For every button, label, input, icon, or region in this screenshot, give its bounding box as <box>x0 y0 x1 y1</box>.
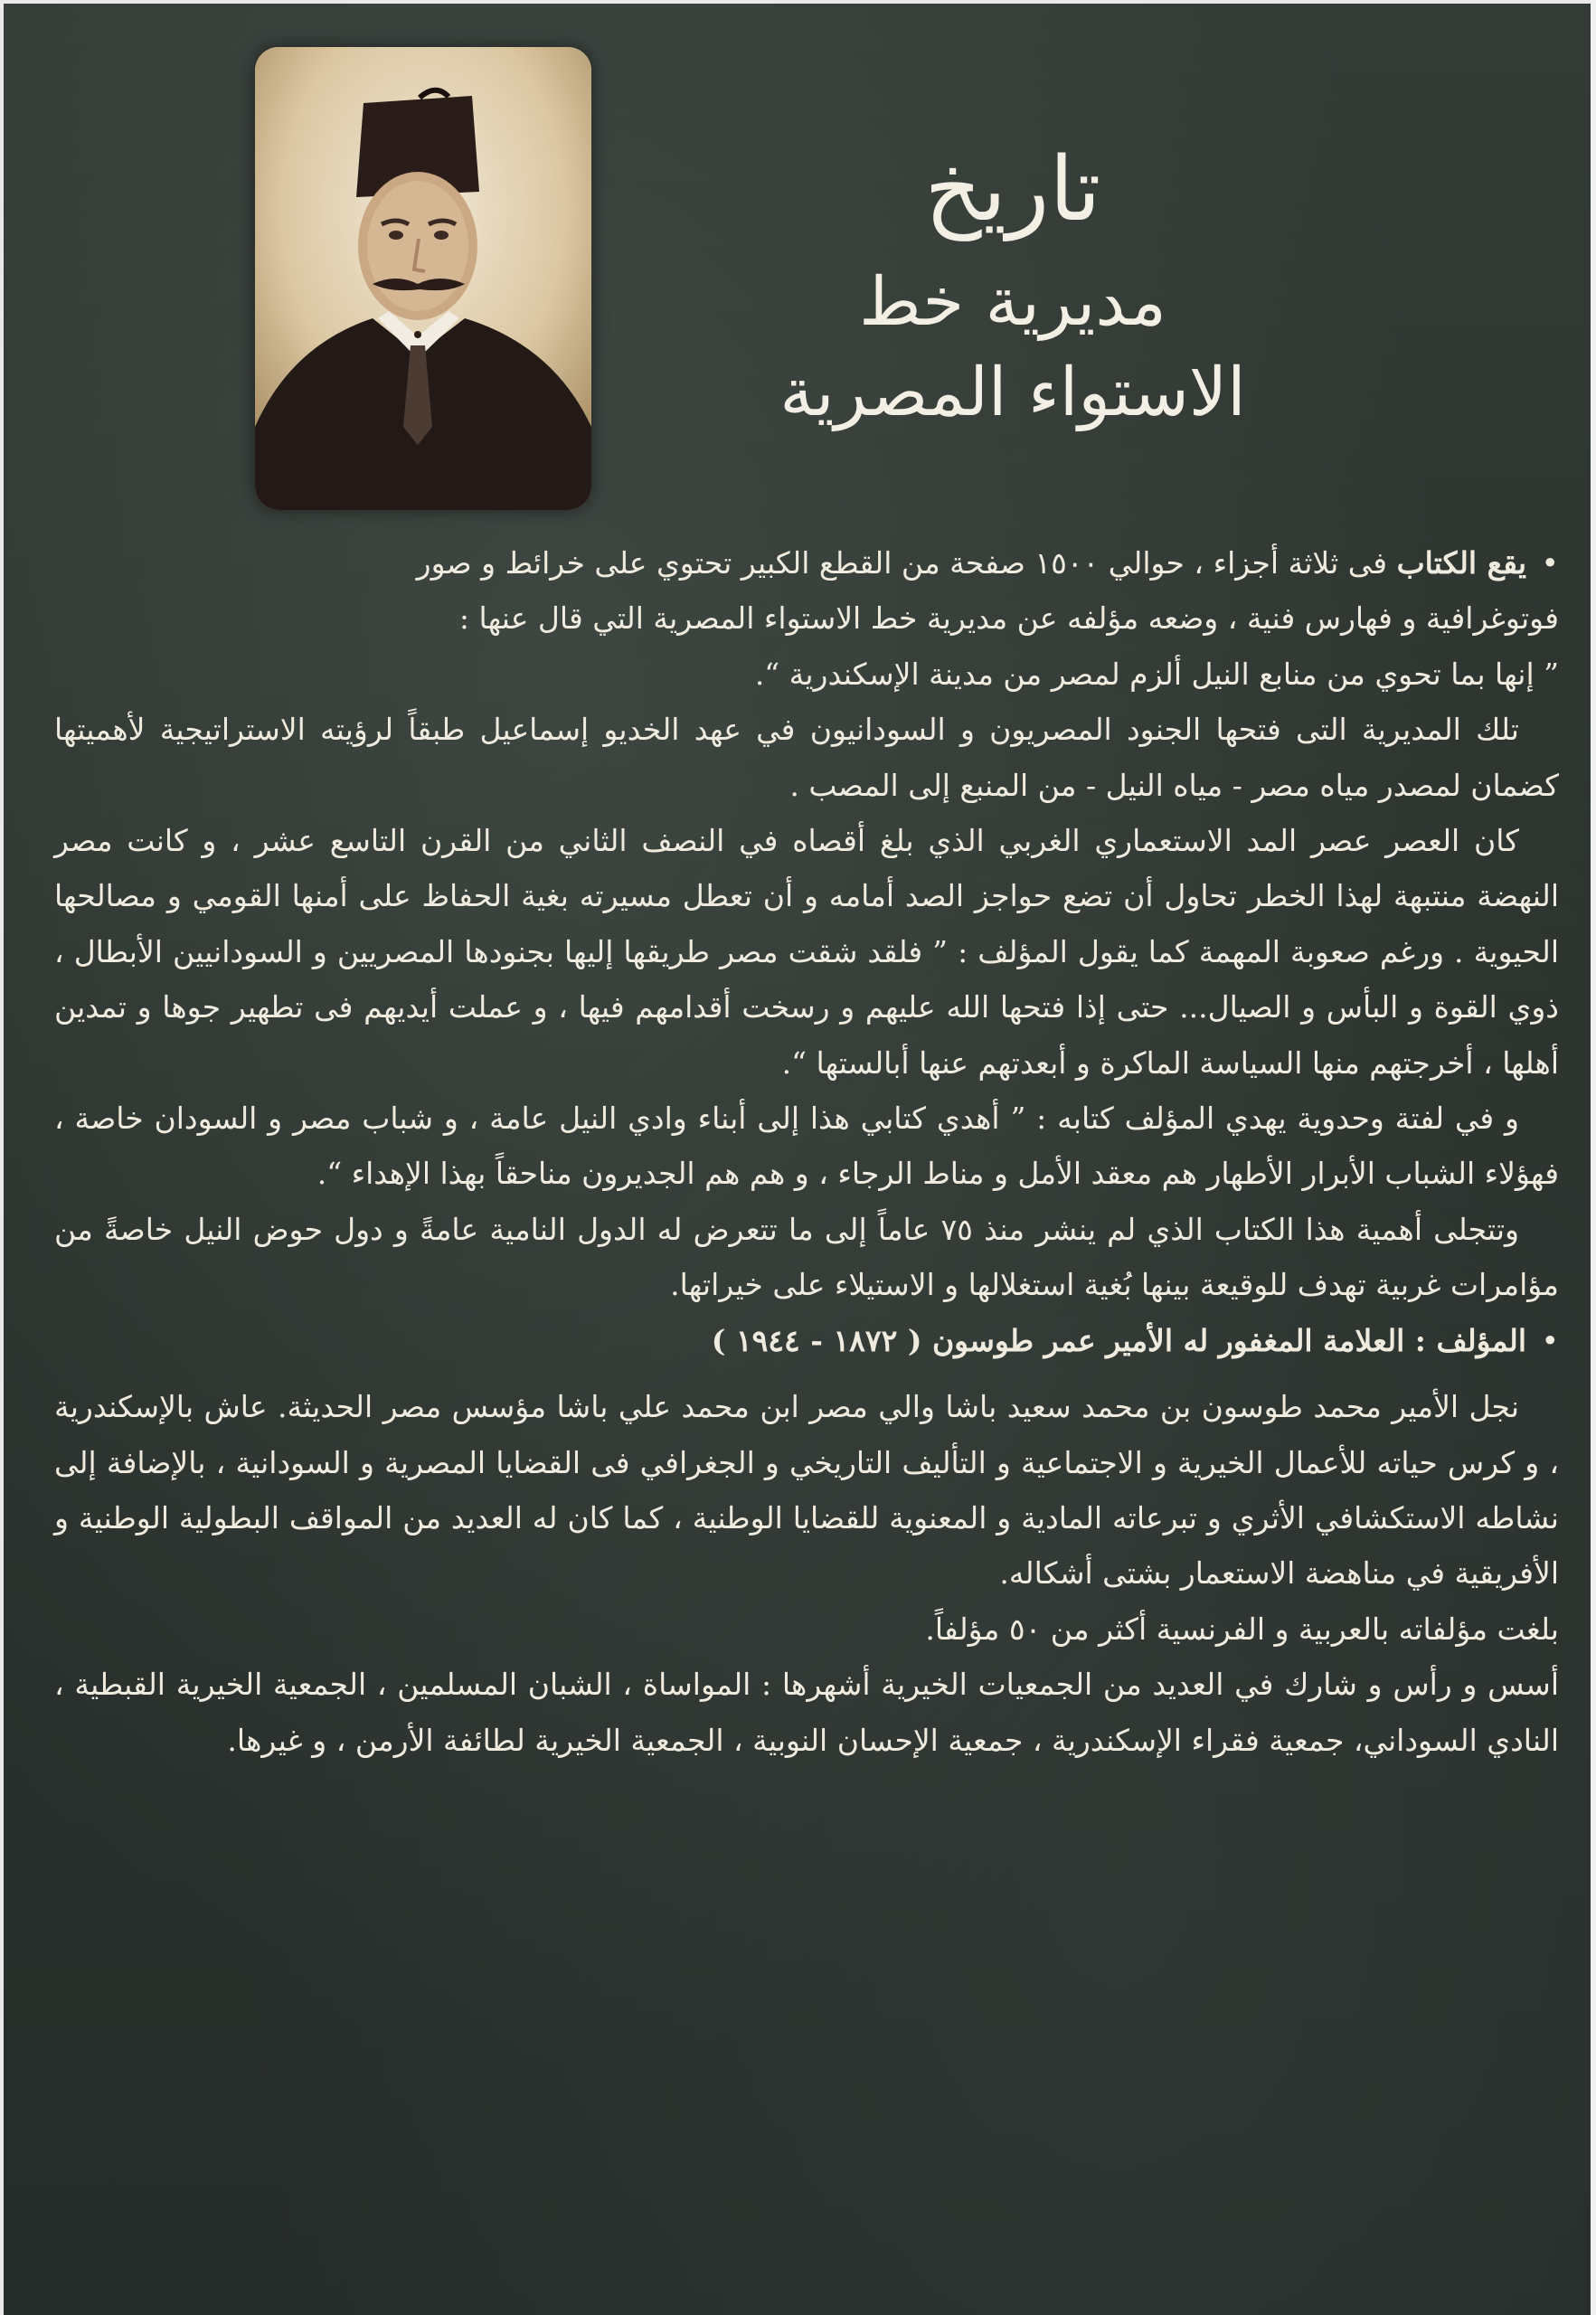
book-description <box>54 535 1559 1768</box>
title-subtitle: مديرية خط الاستواء المصرية <box>779 263 1246 431</box>
bullet-icon: • <box>1541 1322 1559 1358</box>
author-portrait-illustration <box>255 47 591 510</box>
author-works: بلغت مؤلفاته بالعربية و الفرنسية أكثر من ٥٠ مؤلفاً. <box>925 1611 1559 1647</box>
author-portrait <box>255 47 591 510</box>
paragraph-dedication: و في لفتة وحدوية يهدي المؤلف كتابه : ” أهدي كتابي هذا إلى أبناء وادي النيل عامة ، و شباب مصر و السودان خاصة ، فهؤلاء الشباب الأبرار الأطهار هم معقد الأمل و مناط الرجاء ، و هم هم الجديرون مناحقاً بهذا الإهداء “. <box>54 1101 1559 1192</box>
scan-edge-left <box>0 0 4 2315</box>
scan-edge-top <box>0 0 1596 4</box>
scan-edge-right <box>1591 0 1596 2315</box>
author-heading <box>54 1313 1559 1368</box>
book-title <box>741 136 1284 434</box>
intro-line-1 <box>54 535 1559 591</box>
intro-line-2: فوتوغرافية و فهارس فنية ، وضعه مؤلفه عن مديرية خط الاستواء المصرية التي قال عنها : <box>458 600 1559 637</box>
paragraph-importance: وتتجلى أهمية هذا الكتاب الذي لم ينشر منذ ٧٥ عاماً إلى ما تتعرض له الدول النامية عامةً و دول حوض النيل خاصةً من مؤامرات غربية تهدف للوقيعة بينها بُغية استغلالها و الاستيلاء على خيراتها. <box>54 1211 1559 1303</box>
paragraph-colonial-era: كان العصر عصر المد الاستعماري الغربي الذي بلغ أقصاه في النصف الثاني من القرن التاسع عشر ، و كانت مصر النهضة منتبهة لهذا الخطر تحاول أن تضع حواجز الصد أمامه و أن تعطل مسيرته بغية الحفاظ على أمنها القومي و مصالحها الحيوية . ورغم صعوبة المهمة كما يقول المؤلف : ” فلقد شقت مصر طريقها إليها بجنودها المصريين و السودانيين الأبطال ، ذوي القوة و البأس و الصيال... حتى إذا فتحها الله عليهم و رسخت أقدامهم فيها ، و عملت أيديهم فى تطهير جوها و تمدين أهلها ، أخرجتهم منها السياسة الماكرة و أبعدتهم عنها أبالستها “. <box>54 823 1559 1081</box>
intro-lead-word: يقع الكتاب <box>1396 545 1527 581</box>
intro-line-1-rest: فى ثلاثة أجزاء ، حوالي ١٥٠٠ صفحة من القطع الكبير تحتوي على خرائط و صور <box>416 545 1388 581</box>
author-bio: نجل الأمير محمد طوسون بن محمد سعيد باشا والي مصر ابن محمد علي باشا مؤسس مصر الحديثة. عاش بالإسكندرية ، و كرس حياته للأعمال الخيرية و الاجتماعية و التأليف التاريخي و الجغرافي فى القضايا المصرية و السودانية ، بالإضافة إلى نشاطه الاستكشافي الأثري و تبرعاته المادية و المعنوية للقضايا الوطنية ، كما كان له العديد من المواقف البطولية الوطنية و الأفريقية في مناهضة الاستعمار بشتى أشكاله. <box>54 1389 1559 1592</box>
intro-quote: ” إنها بما تحوي من منابع النيل ألزم لمصر من مدينة الإسكندرية “. <box>754 656 1559 692</box>
author-societies: أسس و رأس و شارك في العديد من الجمعيات الخيرية أشهرها : المواساة ، الشبان المسلمين ، الجمعية الخيرية القبطية ، النادي السوداني، جمعية فقراء الإسكندرية ، جمعية الإحسان النوبية ، الجمعية الخيرية لطائفة الأرمن ، و غيرها. <box>54 1667 1559 1758</box>
bullet-icon: • <box>1541 545 1559 581</box>
paragraph-equatoria: تلك المديرية التى فتحها الجنود المصريون و السودانيون في عهد الخديو إسماعيل طبقاً لرؤيته الاستراتيجية لأهميتها كضمان لمصدر مياه مصر - مياه النيل - من المنبع إلى المصب . <box>54 712 1559 803</box>
author-heading-text: المؤلف : العلامة المغفور له الأمير عمر طوسون ( ١٨٧٢ - ١٩٤٤ ) <box>711 1322 1527 1358</box>
title-main: تاريخ <box>924 138 1101 241</box>
